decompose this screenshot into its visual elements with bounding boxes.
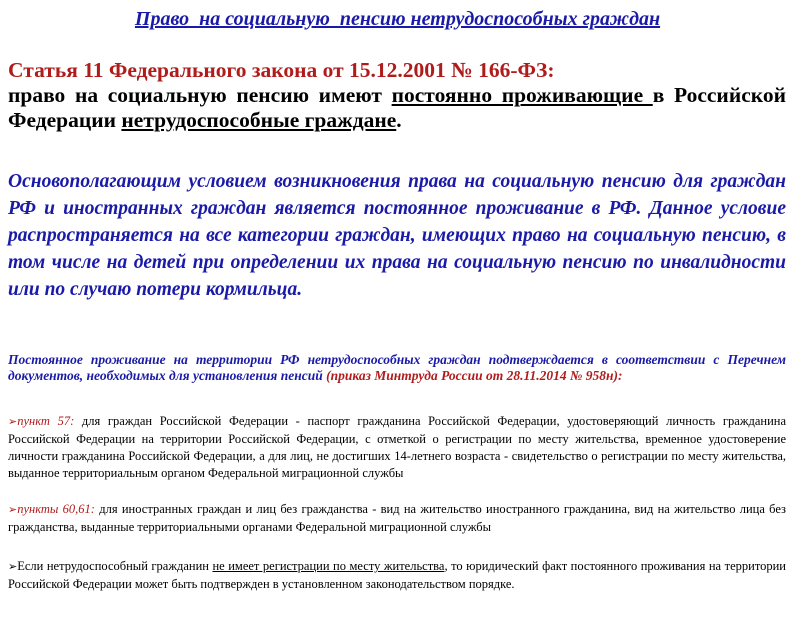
arrow-bullet-icon: ➢	[8, 416, 18, 428]
slide-title: Право на социальную пенсию нетрудоспособных граждан	[134, 8, 661, 30]
lead-paragraph	[8, 352, 786, 384]
list-item	[8, 413, 786, 482]
article-underlined-citizens: нетрудоспособные граждане	[121, 108, 397, 132]
list-item	[8, 501, 786, 536]
item-text-part2: , то юридический факт постоянного проживания на территории Российской Федерации может быть подтвержден в установленном законодательством порядке.	[8, 559, 786, 591]
article-block	[8, 58, 786, 133]
lead-order-reference: (приказ Минтруда России от 28.11.2014 № 958н):	[326, 368, 623, 383]
arrow-bullet-icon: ➢	[8, 561, 18, 573]
article-underlined-residing: постоянно проживающие	[391, 83, 653, 107]
article-text-part1: право на социальную пенсию имеют	[8, 83, 392, 107]
arrow-bullet-icon: ➢	[8, 504, 18, 516]
item-label: пункты 60,61:	[17, 502, 95, 516]
lead-text: Постоянное проживание на территории РФ нетрудоспособных граждан подтверждается в соответствии с Перечнем документов, необходимых для установления пенсий	[8, 352, 786, 383]
item-text: для иностранных граждан и лиц без гражданства - вид на жительство иностранного гражданина, вид на жительство лица без гражданства, выданные территориальными органами Федеральной миграционной службы	[8, 502, 786, 534]
item-text: для граждан Российской Федерации - паспорт гражданина Российской Федерации, удостоверяющий личность гражданина Российской Федерации на территории Российской Федерации, с отметкой о регистрации по месту жительства, временное удостоверение личности гражданина Российской Федерации, а для лиц, не достигших 14-летнего возраста - свидетельство о регистрации по месту жительства, выданное территориальным органом Федеральной миграционной службы	[8, 414, 786, 480]
item-underlined: не имеет регистрации по месту жительства	[212, 559, 445, 573]
article-text-part2: в Российской Федерации	[8, 83, 786, 132]
article-text-part3: .	[396, 108, 402, 132]
main-statement: Основополагающим условием возникновения права на социальную пенсию для граждан РФ и иностранных граждан является постоянное проживание в РФ. Данное условие распространяется на все категории граждан, имеющих право на социальную пенсию, в том числе на детей при определении их права на социальную пенсию по инвалидности или по случаю потери кормильца.	[8, 171, 786, 300]
list-item	[8, 558, 786, 593]
article-heading: Статья 11 Федерального закона от 15.12.2001 № 166-ФЗ:	[8, 58, 555, 82]
item-label: пункт 57:	[17, 414, 75, 428]
item-text-part1: Если нетрудоспособный гражданин	[17, 559, 213, 573]
